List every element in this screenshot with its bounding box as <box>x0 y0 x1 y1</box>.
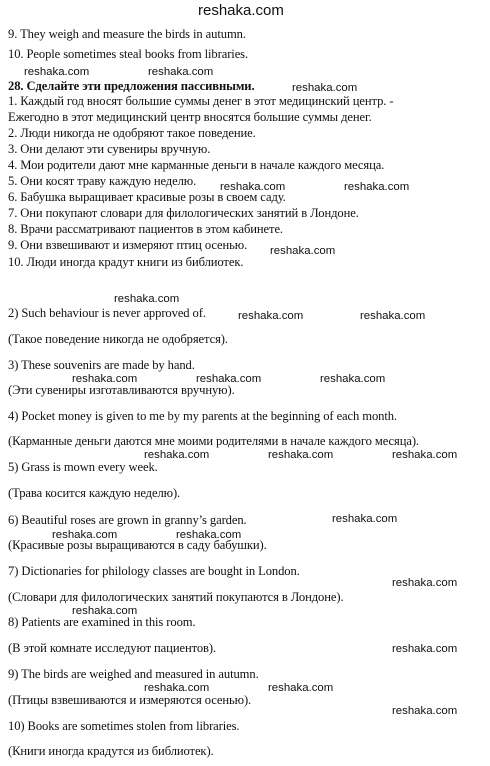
watermark: reshaka.com <box>392 577 458 589</box>
watermark: reshaka.com <box>196 373 262 385</box>
answer-ru: (Книги иногда крадутся из библиотек). <box>8 744 214 758</box>
watermark: reshaka.com <box>392 705 458 717</box>
answer-en: 2) Such behaviour is never approved of. <box>8 306 206 320</box>
watermark: reshaka.com <box>24 66 90 78</box>
watermark: reshaka.com <box>392 449 458 461</box>
watermark: reshaka.com <box>144 449 210 461</box>
prev-task-line-9: 9. They weigh and measure the birds in autumn. <box>8 27 246 41</box>
watermark: reshaka.com <box>72 605 138 617</box>
answer-en: 4) Pocket money is given to me by my parents at the beginning of each month. <box>8 409 398 423</box>
watermark: reshaka.com <box>176 529 242 541</box>
prev-task-line-10: 10. People sometimes steal books from libraries. <box>8 47 249 61</box>
watermark: reshaka.com <box>220 181 286 193</box>
watermark: reshaka.com <box>320 373 386 385</box>
task-28-heading: 28. Сделайте эти предложения пассивными. <box>8 79 255 93</box>
answer-en: 7) Dictionaries for philology classes are bought in London. <box>8 564 300 578</box>
task-line: 2. Люди никогда не одобряют такое поведение. <box>8 126 256 140</box>
task-line: 7. Они покупают словари для филологических занятий в Лондоне. <box>8 206 359 220</box>
task-line: 9. Они взвешивают и измеряют птиц осенью. <box>8 238 248 252</box>
watermark: reshaka.com <box>144 682 210 694</box>
watermark: reshaka.com <box>114 293 180 305</box>
answer-en: 10) Books are sometimes stolen from libraries. <box>8 719 240 733</box>
task-line: 8. Врачи рассматривают пациентов в этом кабинете. <box>8 222 283 236</box>
task-line: 4. Мои родители дают мне карманные деньги в начале каждого месяца. <box>8 158 385 172</box>
watermark: reshaka.com <box>332 513 398 525</box>
watermark: reshaka.com <box>270 245 336 257</box>
watermark: reshaka.com <box>344 181 410 193</box>
watermark: reshaka.com <box>392 643 458 655</box>
answer-en: 9) The birds are weighed and measured in autumn. <box>8 667 259 681</box>
answer-ru: (В этой комнате исследуют пациентов). <box>8 641 217 655</box>
watermark: reshaka.com <box>292 82 358 94</box>
answer-en: 5) Grass is mown every week. <box>8 460 158 474</box>
watermark: reshaka.com <box>72 373 138 385</box>
watermark: reshaka.com <box>52 529 118 541</box>
task-line: Ежегодно в этот медицинский центр вносятся большие суммы денег. <box>8 110 372 124</box>
task-line: 3. Они делают эти сувениры вручную. <box>8 142 211 156</box>
watermark-header: reshaka.com <box>198 2 284 19</box>
task-line: 10. Люди иногда крадут книги из библиотек. <box>8 255 244 269</box>
task-line: 6. Бабушка выращивает красивые розы в своем саду. <box>8 190 286 204</box>
answer-ru: (Эти сувениры изготавливаются вручную). <box>8 383 235 397</box>
watermark: reshaka.com <box>268 682 334 694</box>
answer-ru: (Трава косится каждую неделю). <box>8 486 181 500</box>
watermark: reshaka.com <box>148 66 214 78</box>
watermark: reshaka.com <box>268 449 334 461</box>
answer-ru: (Птицы взвешиваются и измеряются осенью). <box>8 693 252 707</box>
watermark: reshaka.com <box>238 310 304 322</box>
answer-en: 6) Beautiful roses are grown in granny’s garden. <box>8 513 247 527</box>
answer-en: 3) These souvenirs are made by hand. <box>8 358 195 372</box>
watermark: reshaka.com <box>360 310 426 322</box>
answer-en: 8) Patients are examined in this room. <box>8 615 196 629</box>
answer-ru: (Словари для филологических занятий покупаются в Лондоне). <box>8 590 344 604</box>
task-line: 1. Каждый год вносят большие суммы денег в этот медицинский центр. - <box>8 94 394 108</box>
answer-ru: (Карманные деньги даются мне моими родителями в начале каждого месяца). <box>8 434 419 448</box>
task-line: 5. Они косят траву каждую неделю. <box>8 174 197 188</box>
answer-ru: (Такое поведение никогда не одобряется). <box>8 332 228 346</box>
answer-ru: (Красивые розы выращиваются в саду бабушки). <box>8 538 267 552</box>
